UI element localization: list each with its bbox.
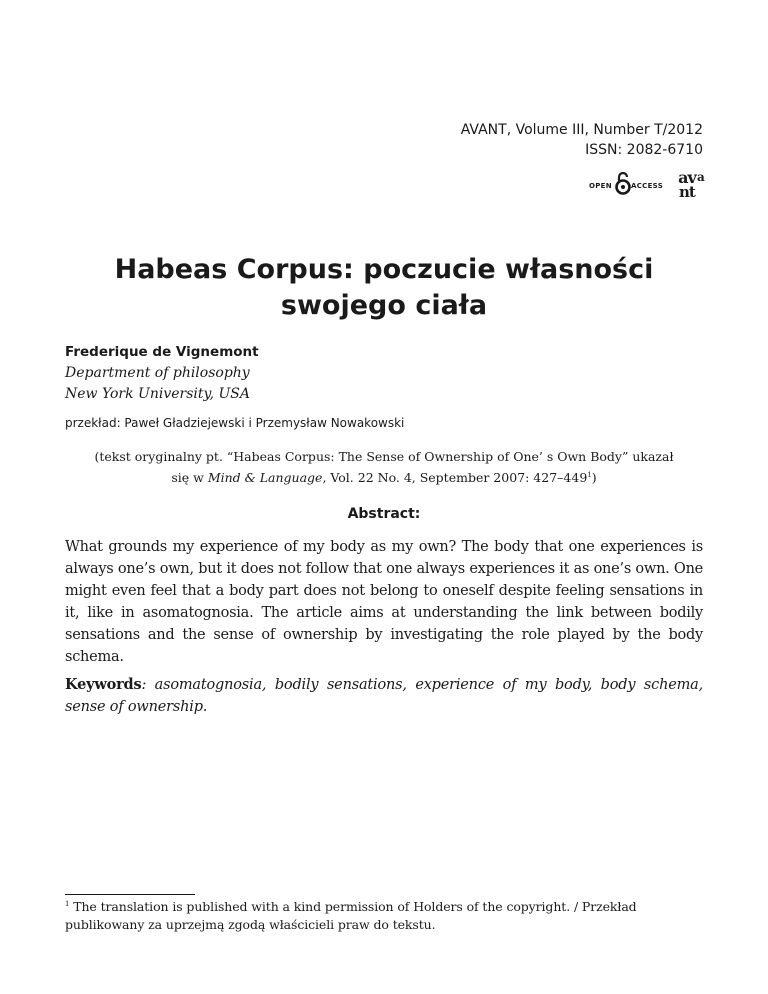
footnote-reference[interactable]: 1 (587, 470, 592, 479)
title-line-1: Habeas Corpus: poczucie własności (114, 254, 654, 285)
original-note-line-1: (tekst oryginalny pt. “Habeas Corpus: The Sense of Ownership of One’ s Own Body” ukazał (94, 449, 674, 464)
logo-group (589, 168, 709, 200)
keywords-label: Keywords (65, 676, 142, 693)
article-title (0, 252, 768, 324)
original-note-line-2 (65, 467, 703, 488)
translators: przekład: Paweł Gładziejewski i Przemysław Nowakowski (65, 416, 405, 430)
keywords-list: : asomatognosia, bodily sensations, experience of my body, body schema, sense of ownership. (65, 677, 703, 715)
author-name: Frederique de Vignemont (65, 344, 259, 360)
svg-text:a: a (697, 170, 705, 184)
open-access-lock-icon (615, 171, 631, 195)
svg-text:av: av (678, 168, 696, 187)
original-note-start: się w (171, 470, 208, 485)
abstract-heading: Abstract: (347, 506, 421, 522)
footnote (65, 898, 703, 934)
keywords (65, 674, 703, 718)
original-note-details: , Vol. 22 No. 4, September 2007: 427–449 (322, 470, 588, 485)
open-label: OPEN (589, 182, 612, 190)
abstract-text: What grounds my experience of my body as my own? The body that one experiences is always one’s own, but it does not follow that one always experiences it as one’s own. One might even feel that a body part does not belong to oneself despite feeling sensations in it, like in asomatognosia. The article aims at understanding the link between bodily sensations and the sense of ownership by investigating the role played by the body schema. (65, 539, 703, 665)
author-department: Department of philosophy (65, 365, 250, 381)
original-note-close: ) (591, 470, 597, 485)
original-journal-name: Mind & Language (207, 470, 323, 485)
footnote-text: The translation is published with a kind permission of Holders of the copyright. / Przekład publikowany za uprzejmą zgodą właścicieli praw do tekstu. (65, 899, 637, 932)
footnote-mark: 1 (65, 899, 70, 908)
title-line-2: swojego ciała (280, 290, 488, 321)
journal-volume: AVANT, Volume III, Number T/2012 (460, 122, 703, 138)
access-label: ACCESS (631, 182, 664, 190)
journal-issn: ISSN: 2082-6710 (585, 142, 703, 158)
author-university: New York University, USA (65, 386, 250, 402)
journal-info (461, 120, 703, 160)
svg-text:nt: nt (679, 183, 695, 200)
author-block (65, 342, 259, 405)
original-publication-note (65, 446, 703, 488)
footnote-divider (65, 894, 195, 895)
avant-logo-icon (667, 168, 707, 200)
